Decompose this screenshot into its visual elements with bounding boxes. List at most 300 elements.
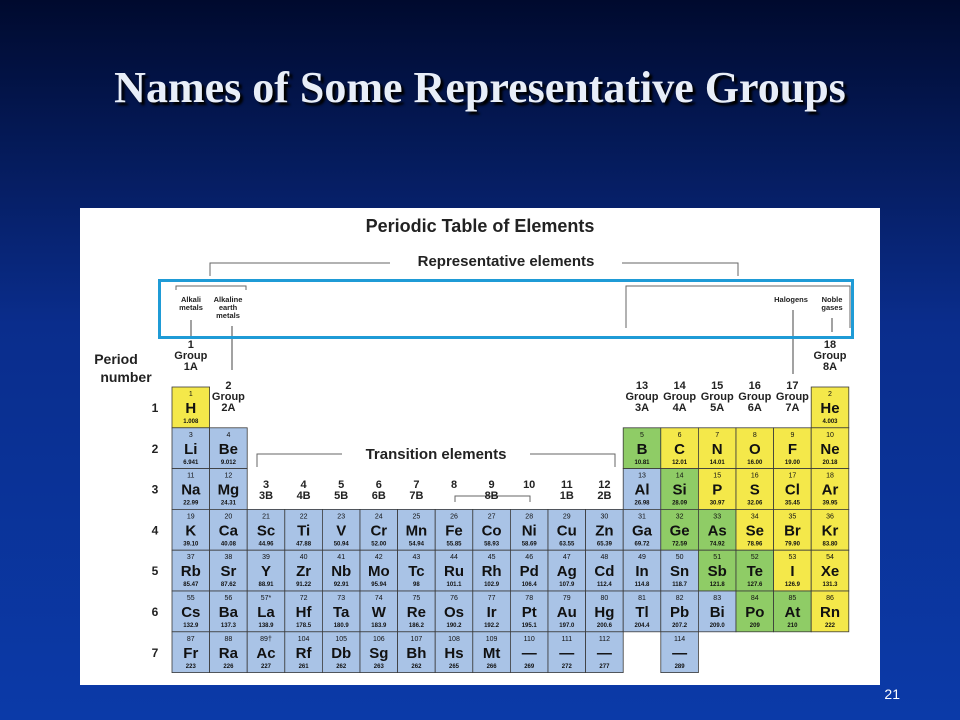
element-symbol: Sn — [670, 563, 690, 581]
representative-groups-highlight — [158, 279, 854, 339]
noble-gases-label: Noble — [821, 295, 843, 304]
atomic-mass: 126.9 — [784, 582, 800, 589]
atomic-number: 30 — [600, 513, 609, 521]
element-symbol: Si — [672, 481, 687, 499]
group-header-7: 7 — [413, 479, 420, 491]
element-symbol: — — [521, 644, 537, 662]
group-header-17: 7A — [785, 402, 800, 414]
element-cell-Ac — [247, 632, 285, 673]
atomic-number: 78 — [525, 595, 534, 602]
group-header-16: Group — [738, 391, 772, 403]
group-header-18: 8A — [822, 361, 838, 373]
atomic-mass: 28.09 — [672, 500, 688, 507]
element-cell-Cu — [548, 509, 586, 550]
group-header-11: 1B — [559, 490, 574, 502]
atomic-mass: 222 — [824, 623, 836, 629]
element-cell-Ra — [210, 632, 248, 673]
group-header-18: Group — [813, 350, 847, 362]
atomic-number: 14 — [675, 472, 684, 480]
element-cell-Sc — [247, 509, 285, 550]
atomic-mass: 24.31 — [220, 500, 236, 507]
element-symbol: Pd — [519, 563, 539, 581]
element-symbol: Cr — [370, 522, 388, 540]
atomic-number: 81 — [638, 595, 646, 602]
element-symbol: Kr — [821, 522, 839, 540]
group-header-17: 17 — [786, 380, 799, 392]
element-symbol: — — [672, 644, 688, 662]
atomic-number: 22 — [299, 513, 308, 521]
element-symbol: Nb — [331, 563, 352, 581]
element-symbol: Db — [331, 644, 352, 662]
atomic-mass: 114.8 — [634, 582, 650, 589]
atomic-number: 26 — [450, 513, 458, 521]
atomic-number: 43 — [412, 554, 421, 562]
atomic-number: 108 — [448, 635, 460, 643]
element-cell-Cd — [586, 550, 624, 591]
element-cell-Ar — [811, 469, 849, 510]
atomic-mass: 227 — [260, 663, 272, 670]
atomic-mass: 52.00 — [371, 541, 387, 548]
atomic-number: 25 — [412, 513, 421, 521]
element-symbol: Fr — [183, 644, 199, 662]
element-symbol: Ti — [297, 522, 311, 540]
atomic-number: 77 — [487, 595, 496, 602]
element-cell-Sb — [698, 550, 736, 591]
alkali-metals-label: Alkali — [180, 295, 202, 304]
element-cell-Fr — [172, 632, 210, 673]
atomic-number: 7 — [715, 431, 720, 439]
element-cell-In — [623, 550, 661, 591]
group-header-9: 8B — [484, 490, 499, 502]
atomic-mass: 186.2 — [408, 623, 424, 629]
element-cell-Ba — [210, 591, 248, 632]
element-cell-O — [736, 428, 774, 469]
period-number-3: 3 — [151, 482, 159, 497]
element-cell-K — [172, 509, 210, 550]
atomic-number: 75 — [412, 595, 421, 602]
atomic-number: 45 — [487, 554, 496, 562]
atomic-number: 29 — [562, 513, 571, 521]
element-symbol: Zr — [296, 563, 312, 581]
atomic-number: 55 — [186, 595, 195, 602]
atomic-number: 8 — [752, 431, 757, 439]
atomic-number: 82 — [675, 595, 684, 602]
element-symbol: Ba — [218, 604, 238, 621]
element-cell-Be — [210, 428, 248, 469]
element-cell-Li — [172, 428, 210, 469]
element-symbol: Na — [181, 481, 201, 499]
atomic-number: 88 — [224, 635, 233, 643]
atomic-mass: 209.0 — [709, 623, 725, 629]
atomic-number: 107 — [410, 635, 423, 643]
atomic-mass: 44.96 — [258, 541, 274, 548]
atomic-mass: 262 — [411, 663, 422, 670]
element-cell-— — [510, 632, 548, 673]
atomic-mass: 88.91 — [258, 582, 274, 589]
element-symbol: Ca — [218, 522, 238, 540]
atomic-mass: 127.6 — [747, 582, 763, 589]
atomic-mass: 92.91 — [333, 582, 349, 589]
element-symbol: Fe — [445, 522, 463, 540]
element-symbol: Rn — [820, 604, 840, 621]
atomic-number: 37 — [186, 554, 195, 562]
atomic-mass: 277 — [599, 663, 610, 670]
element-symbol: La — [257, 604, 275, 621]
element-symbol: V — [336, 522, 347, 540]
group-header-2: 2 — [225, 380, 232, 392]
atomic-mass: 79.90 — [784, 541, 800, 548]
element-cell-Mo — [360, 550, 398, 591]
element-symbol: Ar — [821, 481, 839, 499]
element-cell-F — [774, 428, 812, 469]
element-symbol: Ge — [669, 522, 690, 540]
element-cell-Ru — [435, 550, 473, 591]
group-header-1: 1 — [187, 339, 194, 351]
atomic-number: 105 — [335, 635, 348, 643]
element-cell-Hf — [285, 591, 323, 632]
atomic-mass: 74.92 — [709, 541, 725, 548]
element-cell-Xe — [811, 550, 849, 591]
transition-label: Transition elements — [365, 446, 507, 463]
atomic-mass: 121.8 — [709, 582, 725, 589]
atomic-number: 47 — [562, 554, 571, 562]
atomic-mass: 22.99 — [183, 500, 199, 507]
element-symbol: Bi — [709, 604, 725, 621]
atomic-mass: 192.2 — [484, 623, 500, 629]
element-cell-Ca — [210, 509, 248, 550]
atomic-mass: 101.1 — [446, 582, 462, 589]
group-header-14: 14 — [673, 380, 686, 392]
element-symbol: P — [712, 481, 723, 499]
element-symbol: Ac — [256, 644, 276, 662]
element-symbol: Hg — [594, 604, 615, 621]
period-number-7: 7 — [151, 645, 159, 660]
atomic-number: 41 — [337, 554, 346, 562]
atomic-mass: 63.55 — [559, 541, 575, 548]
element-cell-Pt — [510, 591, 548, 632]
group-header-13: 3A — [634, 402, 650, 414]
group-header-15: 15 — [711, 380, 724, 392]
element-symbol: Y — [260, 563, 272, 581]
atomic-number: 20 — [224, 513, 233, 521]
element-symbol: Po — [745, 604, 765, 621]
element-symbol: Zn — [595, 522, 614, 540]
element-cell-Rb — [172, 550, 210, 591]
element-symbol: H — [185, 400, 197, 417]
atomic-number: 104 — [297, 635, 310, 643]
element-symbol: Os — [443, 604, 465, 621]
element-cell-W — [360, 591, 398, 632]
element-symbol: B — [636, 440, 648, 458]
group-header-4: 4 — [300, 479, 307, 491]
atomic-number: 89† — [260, 635, 272, 643]
element-cell-Os — [435, 591, 473, 632]
atomic-number: 11 — [187, 472, 195, 480]
element-cell-Rn — [811, 591, 849, 632]
element-cell-Ga — [623, 509, 661, 550]
element-cell-Zn — [586, 509, 624, 550]
atomic-number: 109 — [485, 635, 498, 643]
element-cell-Ge — [661, 509, 699, 550]
atomic-mass: 207.2 — [672, 623, 688, 629]
element-cell-V — [322, 509, 360, 550]
group-header-16: 16 — [748, 380, 761, 392]
element-cell-Cl — [774, 469, 812, 510]
atomic-mass: 78.96 — [747, 541, 763, 548]
atomic-number: 86 — [826, 595, 834, 602]
element-cell-Pb — [661, 591, 699, 632]
atomic-number: 12 — [224, 472, 233, 480]
element-symbol: Sr — [220, 563, 237, 581]
element-cell-Sr — [210, 550, 248, 591]
atomic-number: 35 — [788, 513, 797, 521]
element-symbol: Ru — [444, 563, 464, 581]
group-header-4: 4B — [296, 490, 311, 502]
atomic-number: 83 — [713, 595, 722, 602]
element-cell-Al — [623, 469, 661, 510]
atomic-number: 33 — [713, 513, 722, 521]
group-header-10: 10 — [523, 479, 536, 491]
atomic-number: 28 — [525, 513, 534, 521]
atomic-number: 112 — [598, 635, 610, 643]
atomic-number: 44 — [450, 554, 458, 562]
element-symbol: Ta — [332, 604, 350, 621]
element-cell-Zr — [285, 550, 323, 591]
atomic-mass: 6.941 — [183, 459, 199, 466]
atomic-mass: 197.0 — [559, 623, 575, 629]
atomic-number: 27 — [487, 513, 496, 521]
atomic-number: 52 — [750, 554, 759, 562]
element-cell-Nb — [322, 550, 360, 591]
atomic-mass: 39.95 — [822, 500, 838, 507]
atomic-mass: 106.4 — [521, 582, 537, 589]
atomic-mass: 226 — [223, 663, 234, 670]
group-header-3: 3B — [258, 490, 274, 502]
element-cell-Se — [736, 509, 774, 550]
atomic-number: 73 — [337, 595, 346, 602]
element-symbol: S — [749, 481, 760, 499]
atomic-mass: 223 — [185, 663, 196, 670]
atomic-mass: 10.81 — [634, 459, 650, 466]
group-header-16: 6A — [747, 402, 762, 414]
element-cell-Ni — [510, 509, 548, 550]
atomic-number: 6 — [677, 431, 682, 439]
atomic-mass: 112.4 — [597, 582, 612, 589]
element-symbol: At — [784, 604, 801, 621]
atomic-mass: 39.10 — [183, 541, 199, 548]
group-header-13: 13 — [635, 380, 649, 392]
element-symbol: Re — [406, 604, 426, 621]
atomic-mass: 47.88 — [296, 541, 312, 548]
atomic-number: 46 — [525, 554, 534, 562]
element-symbol: In — [635, 563, 649, 581]
element-symbol: Hf — [295, 604, 312, 621]
element-symbol: Se — [745, 522, 764, 540]
atomic-mass: 272 — [561, 663, 572, 670]
element-symbol: Xe — [820, 563, 840, 581]
element-symbol: Ga — [631, 522, 653, 540]
element-cell-Pd — [510, 550, 548, 591]
atomic-mass: 40.08 — [220, 541, 236, 548]
element-cell-He — [811, 387, 849, 428]
noble-gases-label: gases — [821, 303, 843, 312]
element-symbol: Bh — [406, 644, 427, 662]
element-cell-Cs — [172, 591, 210, 632]
element-cell-Ti — [285, 509, 323, 550]
atomic-mass: 54.94 — [408, 541, 424, 548]
atomic-mass: 50.94 — [333, 541, 349, 548]
atomic-mass: 195.1 — [521, 623, 537, 629]
atomic-number: 1 — [188, 391, 193, 398]
element-symbol: Sg — [369, 644, 389, 662]
element-cell-Sn — [661, 550, 699, 591]
element-cell-Ne — [811, 428, 849, 469]
group-header-15: 5A — [710, 402, 725, 414]
element-symbol: Ra — [218, 644, 238, 662]
slide-title: Names of Some Representative Groups — [114, 63, 846, 112]
element-symbol: Cs — [181, 604, 201, 621]
atomic-mass: 58.93 — [484, 541, 500, 548]
element-symbol: Cd — [594, 563, 615, 581]
element-cell-Mn — [398, 509, 436, 550]
group-header-3: 3 — [262, 479, 270, 491]
atomic-number: 39 — [262, 554, 270, 562]
element-cell-Au — [548, 591, 586, 632]
atomic-mass: 55.85 — [446, 541, 462, 548]
atomic-mass: 178.5 — [296, 623, 312, 629]
group-header-18: 18 — [823, 339, 837, 351]
element-cell-C — [661, 428, 699, 469]
atomic-mass: 210 — [787, 623, 798, 629]
atomic-mass: 35.45 — [784, 500, 800, 507]
element-symbol: Rb — [180, 563, 201, 581]
element-cell-Hg — [586, 591, 624, 632]
element-symbol: Tl — [635, 604, 649, 621]
element-cell-Kr — [811, 509, 849, 550]
atomic-mass: 131.3 — [822, 582, 838, 589]
element-symbol: Li — [184, 440, 198, 458]
atomic-number: 76 — [450, 595, 458, 602]
atomic-number: 87 — [186, 635, 195, 643]
atomic-mass: 209 — [749, 623, 760, 629]
atomic-mass: 12.01 — [672, 459, 688, 466]
alkaline-earth-metals-label: metals — [216, 311, 240, 320]
alkaline-earth-metals-label: earth — [218, 303, 238, 312]
atomic-mass: 263 — [373, 663, 384, 670]
atomic-mass: 102.9 — [484, 582, 500, 589]
atomic-number: 50 — [675, 554, 684, 562]
atomic-number: 106 — [372, 635, 385, 643]
element-symbol: Be — [218, 440, 238, 458]
element-symbol: — — [596, 644, 612, 662]
halogens-label: Halogens — [774, 295, 808, 304]
element-cell-— — [661, 632, 699, 673]
element-symbol: Ir — [486, 604, 497, 621]
atomic-mass: 65.39 — [596, 541, 612, 548]
element-symbol: Cl — [784, 481, 800, 499]
group-header-1: Group — [174, 350, 208, 362]
atomic-mass: 19.00 — [784, 459, 800, 466]
atomic-mass: 190.2 — [446, 623, 462, 629]
atomic-mass: 183.9 — [371, 623, 387, 629]
group-header-6: 6 — [375, 479, 382, 491]
element-symbol: Ne — [820, 440, 840, 458]
atomic-number: 13 — [638, 472, 646, 480]
atomic-mass: 91.22 — [296, 582, 312, 589]
element-symbol: As — [707, 522, 727, 540]
element-symbol: Cu — [556, 522, 577, 540]
element-cell-Rf — [285, 632, 323, 673]
alkaline-earth-metals-label: Alkaline — [213, 295, 243, 304]
atomic-number: 53 — [788, 554, 797, 562]
atomic-mass: 138.9 — [258, 623, 274, 629]
element-cell-Na — [172, 469, 210, 510]
element-symbol: He — [820, 400, 840, 417]
atomic-mass: 261 — [298, 663, 309, 670]
element-symbol: — — [559, 644, 575, 662]
atomic-mass: 204.4 — [634, 623, 650, 629]
atomic-number: 18 — [826, 472, 834, 480]
atomic-number: 23 — [337, 513, 346, 521]
element-cell-Cr — [360, 509, 398, 550]
group-header-13: Group — [625, 391, 659, 403]
atomic-number: 84 — [750, 595, 759, 602]
atomic-number: 17 — [788, 472, 797, 480]
atomic-number: 114 — [674, 635, 686, 643]
atomic-mass: 95.94 — [371, 582, 387, 589]
element-symbol: Te — [746, 563, 764, 581]
element-symbol: Sb — [707, 563, 727, 581]
group-header-5: 5 — [338, 479, 345, 491]
group-header-7: 7B — [409, 490, 424, 502]
atomic-number: 5 — [640, 431, 644, 439]
element-cell-Te — [736, 550, 774, 591]
atomic-mass: 87.62 — [220, 582, 236, 589]
period-number-4: 4 — [151, 523, 159, 538]
atomic-mass: 265 — [448, 663, 460, 670]
element-cell-Rh — [473, 550, 511, 591]
atomic-mass: 58.69 — [521, 541, 537, 548]
group-header-15: Group — [700, 391, 734, 403]
atomic-mass: 26.98 — [634, 500, 650, 507]
figure-title: Periodic Table of Elements — [365, 216, 595, 236]
element-symbol: O — [748, 440, 761, 458]
element-cell-Fe — [435, 509, 473, 550]
atomic-number: 80 — [600, 595, 609, 602]
group-header-11: 11 — [560, 479, 573, 491]
element-cell-La — [247, 591, 285, 632]
element-symbol: Mg — [217, 481, 240, 499]
atomic-mass: 137.3 — [220, 623, 236, 629]
element-cell-Db — [322, 632, 360, 673]
atomic-number: 48 — [600, 554, 609, 562]
atomic-mass: 107.9 — [559, 582, 575, 589]
atomic-number: 15 — [713, 472, 722, 480]
atomic-number: 79 — [562, 595, 571, 602]
element-cell-B — [623, 428, 661, 469]
atomic-number: 34 — [750, 513, 759, 521]
element-symbol: Br — [784, 522, 801, 540]
atomic-number: 36 — [826, 513, 834, 521]
element-cell-At — [774, 591, 812, 632]
atomic-number: 56 — [224, 595, 233, 602]
group-header-1: 1A — [183, 361, 198, 373]
element-cell-Hs — [435, 632, 473, 673]
element-cell-Mt — [473, 632, 511, 673]
element-cell-— — [586, 632, 624, 673]
element-symbol: Mn — [405, 522, 428, 540]
atomic-number: 2 — [828, 391, 832, 398]
